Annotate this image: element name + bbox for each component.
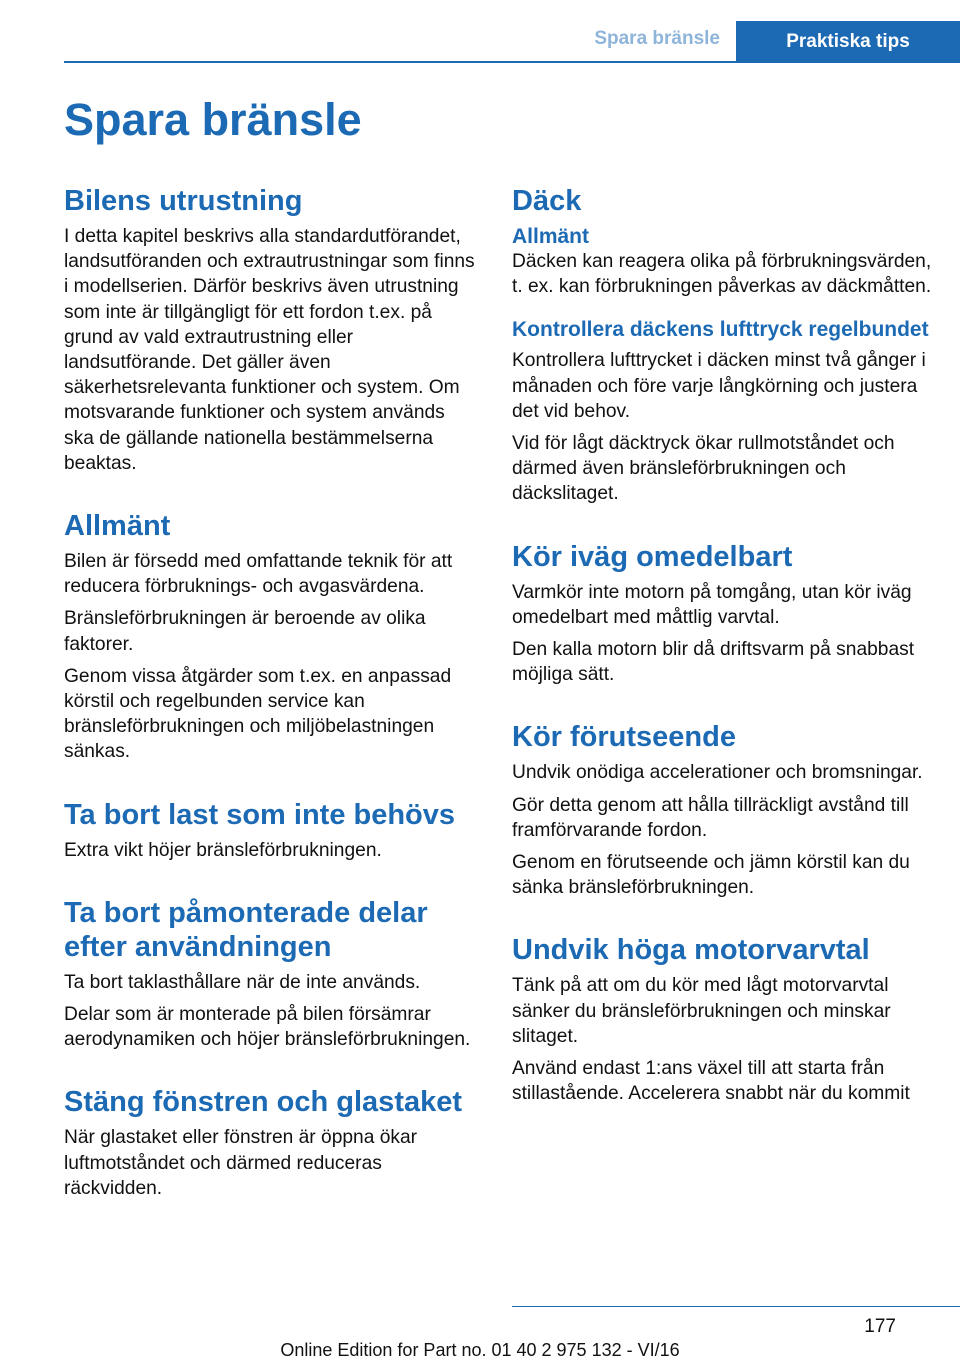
paragraph: Extra vikt höjer bränsleförbrukningen. <box>64 839 382 861</box>
header-chapter-tab: Praktiska tips <box>736 21 960 63</box>
paragraph: Bilen är försedd med omfattande teknik för att reducera förbruknings- och avgasvärdena. <box>64 551 453 598</box>
paragraph: Vid för lågt däcktryck ökar rullmotståndet och därmed även bränsleförbrukningen och däckslitaget. <box>512 433 895 505</box>
heading-allmant: Allmänt <box>64 510 171 543</box>
page-number: 177 <box>864 1316 896 1337</box>
right-column <box>512 184 932 1106</box>
paragraph: Bränsleförbrukningen är beroende av olika faktorer. <box>64 608 426 655</box>
paragraph: När glastaket eller fönstren är öppna ökar luftmotståndet och därmed reduceras räckvidden. <box>64 1127 418 1199</box>
heading-undvik-varvtal: Undvik höga motorvarvtal <box>512 934 870 967</box>
subheading-lufttryck: Kontrollera däckens lufttryck regelbundet <box>512 318 929 342</box>
heading-kor-ivag: Kör iväg omedelbart <box>512 540 793 573</box>
heading-ta-bort-delar: Ta bort påmonterade delar efter användningen <box>64 896 428 963</box>
page-title: Spara bränsle <box>64 94 362 145</box>
paragraph: I detta kapitel beskrivs alla standardutförandet, landsutföranden och extrautrustningar som finns i modellserien. Därför beskrivs även utrustning som inte är tillgängligt för ett fordon t.ex. på grund av vald extrautrustning eller landsutförande. Det gäller även säkerhetsrelevanta funktioner och system. Om motsvarande funktioner och system används ska de gällande nationella bestämmelserna beaktas. <box>64 226 475 474</box>
paragraph: Däcken kan reagera olika på förbrukningsvärden, t. ex. kan förbrukningen påverkas av däckmåtten. <box>512 251 932 298</box>
paragraph: Kontrollera lufttrycket i däcken minst två gånger i månaden och före varje långkörning och justera det vid behov. <box>512 350 926 422</box>
heading-bilens-utrustning: Bilens utrustning <box>64 185 303 217</box>
paragraph: Delar som är monterade på bilen försämrar aerodynamiken och höjer bränsleförbrukningen. <box>64 1004 471 1051</box>
paragraph: Genom vissa åtgärder som t.ex. en anpassad körstil och regelbunden service kan bränsleförbrukningen och miljöbelastningen sänkas. <box>64 665 452 763</box>
paragraph: Gör detta genom att hålla tillräckligt avstånd till framförvarande fordon. <box>512 794 909 841</box>
heading-dack: Däck <box>512 185 582 217</box>
paragraph: Genom en förutseende och jämn körstil kan du sänka bränsleförbrukningen. <box>512 852 910 899</box>
paragraph: Varmkör inte motorn på tomgång, utan kör iväg omedelbart med måttlig varvtal. <box>512 581 912 628</box>
heading-kor-forutseende: Kör förutseende <box>512 721 736 754</box>
footer-rule <box>512 1306 960 1307</box>
paragraph: Ta bort taklasthållare när de inte används. <box>64 971 421 993</box>
paragraph: Tänk på att om du kör med lågt motorvarvtal sänker du bränsleförbrukningen och minskar slitaget. <box>512 975 891 1047</box>
heading-stang-fonstren: Stäng fönstren och glastaket <box>64 1086 463 1119</box>
paragraph: Använd endast 1:ans växel till att starta från stillastående. Accelerera snabbt när du kommit <box>512 1058 910 1105</box>
footer-edition: Online Edition for Part no. 01 40 2 975 132 - VI/16 <box>280 1340 680 1360</box>
paragraph: Den kalla motorn blir då driftsvarm på snabbast möjliga sätt. <box>512 639 915 686</box>
heading-ta-bort-last: Ta bort last som inte behövs <box>64 798 456 831</box>
paragraph: Undvik onödiga accelerationer och bromsningar. <box>512 762 923 784</box>
subheading-allmant: Allmänt <box>512 225 590 248</box>
header-section: Spara bränsle <box>594 28 720 49</box>
left-column <box>64 184 478 1201</box>
